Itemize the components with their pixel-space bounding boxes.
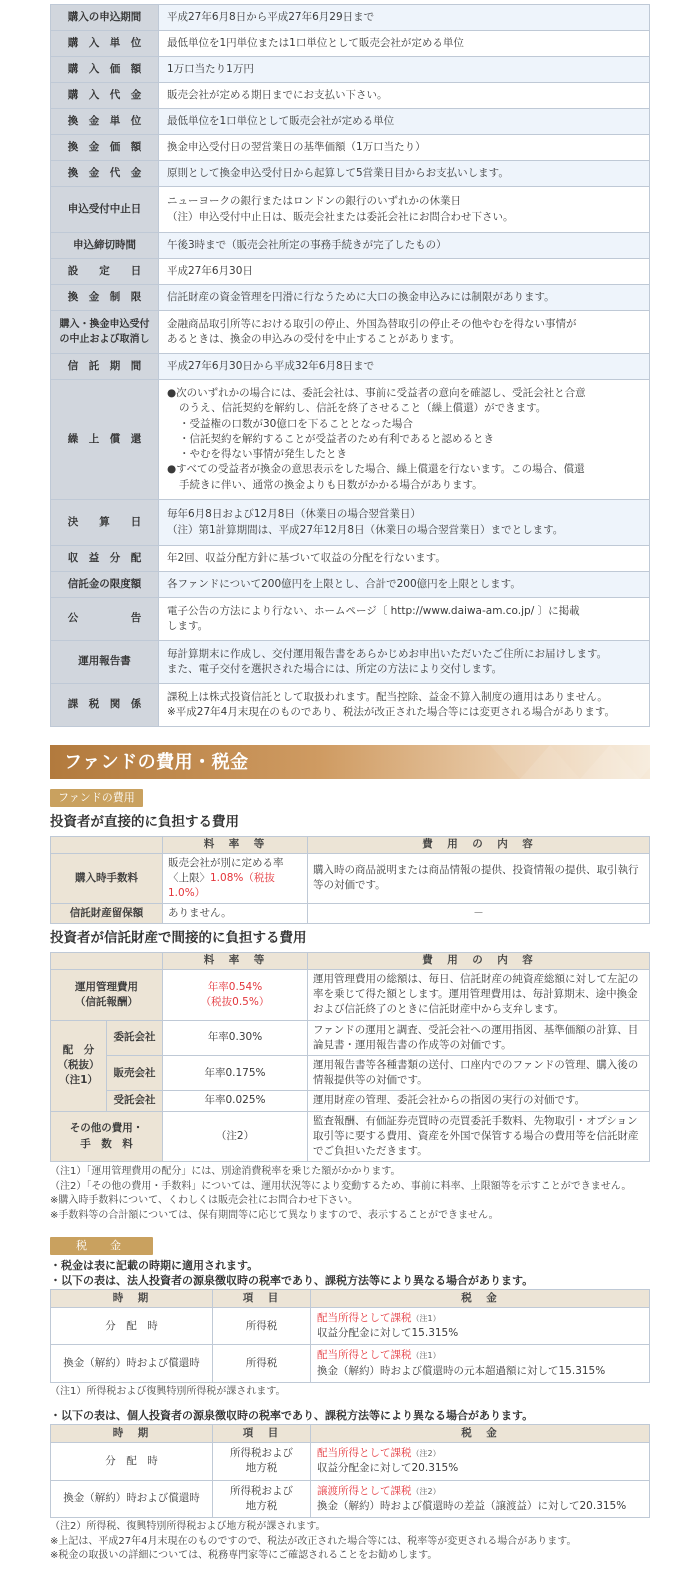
table-row [51,1091,650,1111]
spec-line: 平成27年6月30日 [167,264,253,277]
bullet-line: ・以下の表は、法人投資者の源泉徴収時の税率であり、課税方法等により異なる場合があります。 [50,1274,534,1288]
tax-line [317,1484,643,1499]
mgmt-fee-content: 運用管理費用の総額は、毎日、信託財産の純資産総額に対して左記の率を乗じて得た額とします。運用管理費用は、毎計算期末、途中換金および信託終了のときに信託財産中から支弁します。 [308,969,650,1020]
tax-type: 譲渡所得として課税 [317,1484,412,1497]
spec-value [159,83,650,109]
indirect-cost-heading: 投資者が信託財産で間接的に負担する費用 [50,930,307,947]
header-content: 費 用 の 内 容 [308,952,650,969]
spec-line: 各ファンドについて200億円を上限とし、合計で200億円を上限とします。 [167,577,521,590]
spec-row [51,57,650,83]
tax-type: 配当所得として課税 [317,1311,412,1324]
spec-key: 申込受付中止日 [51,187,159,233]
spec-row [51,598,650,641]
spec-line: ニューヨークの銀行またはロンドンの銀行のいずれかの休業日 [167,195,461,208]
spec-line: （注）申込受付中止日は、販売会社または委託会社にお問合わせ下さい。 [167,210,514,223]
spec-row [51,380,650,500]
header-item: 項 目 [213,1289,311,1307]
spec-row [51,500,650,546]
rate-line [168,871,302,901]
spec-line: ●次のいずれかの場合には、委託会社は、事前に受益者の意向を確認し、受託会社と合意 [167,387,586,400]
spec-row [51,311,650,354]
spec-line: 年2回、収益分配方針に基づいて収益の分配を行ないます。 [167,551,446,564]
spec-line: 1万口当たり1万円 [167,62,254,75]
bullet-line: ・税金は表に記載の時期に適用されます。 [50,1259,259,1273]
alloc-content: 運用財産の管理、委託会社からの指図の実行の対価です。 [308,1091,650,1111]
table-row [51,1020,650,1055]
table-row [51,853,650,904]
spec-key: 運用報告書 [51,641,159,684]
retention-rate: ありません。 [163,904,308,924]
tax-item: 所得税 [213,1345,311,1382]
tax-notes-2 [50,1520,650,1564]
spec-key: 換 金 代 金 [51,161,159,187]
spec-row [51,546,650,572]
header-time: 時 期 [51,1425,213,1443]
tax-tag: 税 金 [50,1237,153,1255]
tax-rate-line: 収益分配金に対して20.315% [317,1462,459,1475]
page [0,4,700,1564]
bullet-line: ・以下の表は、個人投資者の源泉徴収時の税率であり、課税方法等により異なる場合があります。 [50,1409,534,1423]
header-time: 時 期 [51,1289,213,1307]
spec-key: 換 金 制 限 [51,285,159,311]
tax-detail [311,1345,650,1382]
spec-line: あるときは、換金の申込みの受付を中止することがあります。 [167,333,461,345]
spec-key: 購 入 代 金 [51,83,159,109]
key-line: （信託報酬） [75,995,138,1008]
table-row [51,1111,650,1162]
purchase-fee-key: 購入時手数料 [51,853,163,904]
spec-line: のうえ、信託契約を解約し、信託を終了させること（繰上償還）ができます。 [179,402,547,415]
item-line: 地方税 [245,1462,278,1475]
spec-row [51,572,650,598]
spec-key: 申込締切時間 [51,233,159,259]
spec-row [51,285,650,311]
spec-key: 信託金の限度額 [51,572,159,598]
header-blank [51,836,163,853]
spec-row [51,233,650,259]
item-line: 所得税および [230,1447,293,1460]
key-line: その他の費用・ [69,1122,144,1135]
spec-line: 最低単位を1口単位として販売会社が定める単位 [167,114,395,127]
note-line: ※購入時手数料について、くわしくは販売会社にお問合わせ下さい。 [50,1195,358,1207]
section-banner [50,745,650,779]
tax-time: 換金（解約）時および償還時 [51,1345,213,1382]
tax-rate-line: 収益分配金に対して15.315% [317,1327,459,1340]
table-row [51,969,650,1020]
tax-detail [311,1480,650,1517]
spec-line: 販売会社が定める期日までにお支払い下さい。 [167,88,388,101]
tax-note-ref: （注1） [411,1351,441,1361]
allocation-label [51,1020,107,1111]
spec-line: 毎計算期末に作成し、交付運用報告書をあらかじめお申出いただいたご住所にお届けします。 [167,647,608,660]
other-fee-content: 監査報酬、有価証券売買時の売買委託手数料、先物取引・オプション取引等に要する費用、資産を外国で保管する場合の費用等を信託財産でご負担いただきます。 [308,1111,650,1162]
indirect-cost-table [50,952,650,1162]
header-tax: 税 金 [311,1289,650,1307]
spec-key: 信 託 期 間 [51,354,159,380]
tax-note-ref: （注1） [411,1313,441,1323]
spec-value [159,187,650,233]
spec-line: ・やむを得ない事情が発生したとき [179,448,347,461]
tax-line [317,1446,643,1461]
spec-line: 手続きに伴い、通常の換金よりも日数がかかる場合があります。 [179,478,483,491]
table-row [51,1480,650,1517]
spec-key: 設 定 日 [51,259,159,285]
spec-row [51,187,650,233]
spec-value [159,311,650,354]
spec-line: 信託財産の資金管理を円滑に行なうために大口の換金申込みには制限があります。 [167,290,555,303]
spec-line: 課税上は株式投資信託として取扱われます。配当控除、益金不算入制度の適用はありません。 [167,690,608,703]
spec-line: 毎年6月8日および12月8日（休業日の場合翌営業日） [167,508,421,521]
spec-value [159,5,650,31]
fee-notes [50,1165,650,1223]
spec-row [51,684,650,727]
individual-tax-table [50,1424,650,1518]
tax-detail [311,1443,650,1480]
spec-key: 換 金 価 額 [51,135,159,161]
spec-row [51,259,650,285]
tax-item [213,1480,311,1517]
spec-value [159,572,650,598]
spec-line: ※平成27年4月末現在のものであり、税法が改正された場合等には変更される場合があります。 [167,706,615,718]
alloc-party: 受託会社 [107,1091,163,1111]
spec-line: 原則として換金申込受付日から起算して5営業日目からお支払いします。 [167,166,509,179]
table-row [51,1307,650,1344]
fund-spec-table [50,4,650,727]
spec-key-line: の中止および取消し [59,334,150,345]
spec-value [159,546,650,572]
spec-key: 収 益 分 配 [51,546,159,572]
tax-line [317,1311,643,1326]
rate-line: 販売会社が別に定める率 [168,856,284,869]
key-line: 配 分 [62,1043,95,1056]
key-line: 手 数 料 [80,1137,133,1150]
spec-value [159,380,650,500]
spec-key: 繰 上 償 還 [51,380,159,500]
note-line: （注2）「その他の費用・手数料」については、運用状況等により変動するため、事前に料率、上限額等を示すことができません。 [50,1180,632,1192]
tax-type: 配当所得として課税 [317,1447,412,1460]
header-rate: 料 率 等 [163,836,308,853]
spec-value [159,57,650,83]
spec-row [51,109,650,135]
spec-value [159,684,650,727]
spec-value [159,233,650,259]
spec-value [159,641,650,684]
tax-time: 分 配 時 [51,1307,213,1344]
table-row [51,1056,650,1091]
item-line: 地方税 [245,1499,278,1512]
spec-row [51,641,650,684]
table-row [51,1345,650,1382]
spec-line: 平成27年6月8日から平成27年6月29日まで [167,10,375,23]
alloc-party: 販売会社 [107,1056,163,1091]
spec-value [159,285,650,311]
tax-type: 配当所得として課税 [317,1349,412,1362]
alloc-content: 運用報告書等各種書類の送付、口座内でのファンドの管理、購入後の情報提供等の対価です。 [308,1056,650,1091]
retention-content: － [308,904,650,924]
spec-line: （注）第1計算期間は、平成27年12月8日（休業日の場合翌営業日）までとします。 [167,523,564,536]
alloc-party: 委託会社 [107,1020,163,1055]
spec-value [159,598,650,641]
tax-item: 所得税 [213,1307,311,1344]
alloc-rate: 年率0.30% [163,1020,308,1055]
spec-row [51,31,650,57]
note-line: ※手数料等の合計額については、保有期間等に応じて異なりますので、表示することができません。 [50,1209,499,1221]
tax-note-1: （注1）所得税および復興特別所得税が課されます。 [50,1385,286,1397]
spec-key: 購 入 単 位 [51,31,159,57]
header-blank [51,952,163,969]
section-title: ファンドの費用・税金 [64,752,249,773]
spec-row [51,161,650,187]
spec-line: 電子公告の方法により行ない、ホームページ〔 http://www.daiwa-am.co.jp/ 〕に掲載 [167,604,580,617]
purchase-fee-rate [163,853,308,904]
rate-line: 年率0.54% [207,980,263,993]
spec-value [159,135,650,161]
spec-line: ●すべての受益者が換金の意思表示をした場合、繰上償還を行ないます。この場合、償還 [167,463,585,476]
spec-value [159,31,650,57]
direct-cost-table [50,836,650,925]
table-row [51,904,650,924]
spec-line: ・受益権の口数が30億口を下ることとなった場合 [179,417,413,430]
fees-tag: ファンドの費用 [50,789,143,807]
spec-row [51,354,650,380]
spec-line: 換金申込受付日の翌営業日の基準価額（1万口当たり） [167,140,426,153]
spec-row [51,135,650,161]
spec-line: 金融商品取引所等における取引の停止、外国為替取引の停止その他やむを得ない事情が [167,317,577,330]
tax-time: 分 配 時 [51,1443,213,1480]
note-line: ※上記は、平成27年4月末現在のものですので、税法が改正された場合等には、税率等が変更される場合があります。 [50,1535,577,1547]
spec-key: 購入の申込期間 [51,5,159,31]
key-line: （注1） [59,1074,98,1087]
header-tax: 税 金 [311,1425,650,1443]
tax-item [213,1443,311,1480]
spec-key: 公 告 [51,598,159,641]
spec-row [51,5,650,31]
tax-rate-line: 換金（解約）時および償還時の元本超過額に対して15.315% [317,1364,606,1377]
spec-key: 決 算 日 [51,500,159,546]
other-fee-rate: （注2） [163,1111,308,1162]
spec-value [159,500,650,546]
spec-key: 課 税 関 係 [51,684,159,727]
tax-note-ref: （注2） [411,1486,441,1496]
rate-cap-label: 〈上限〉 [168,871,210,884]
purchase-fee-content: 購入時の商品説明または商品情報の提供、投資情報の提供、取引執行等の対価です。 [308,853,650,904]
header-rate: 料 率 等 [163,952,308,969]
spec-row [51,83,650,109]
rate-cap-value: 1.08%（税抜1.0%） [168,871,275,899]
table-header-row [51,952,650,969]
alloc-rate: 年率0.025% [163,1091,308,1111]
alloc-rate: 年率0.175% [163,1056,308,1091]
other-fee-key [51,1111,163,1162]
tax-note-ref: （注2） [411,1449,441,1459]
spec-value [159,109,650,135]
tax-line [317,1348,643,1363]
direct-cost-heading: 投資者が直接的に負担する費用 [50,813,239,830]
tax-intro [50,1259,650,1289]
note-line: （注1）「運用管理費用の配分」には、別途消費税率を乗じた額がかかります。 [50,1166,401,1178]
retention-key: 信託財産留保額 [51,904,163,924]
key-line: （税抜） [57,1059,100,1072]
alloc-content: ファンドの運用と調査、受託会社への運用指図、基準価額の計算、目論見書・運用報告書の作成等の対価です。 [308,1020,650,1055]
item-line: 所得税および [230,1484,293,1497]
spec-line: また、電子交付を選択された場合には、所定の方法により交付します。 [167,663,503,675]
spec-key: 購 入 価 額 [51,57,159,83]
spec-line: 最低単位を1円単位または1口単位として販売会社が定める単位 [167,36,464,49]
table-row [51,1443,650,1480]
spec-key-line: 購入・換金申込受付 [59,319,150,330]
note-line: （注2）所得税、復興特別所得税および地方税が課されます。 [50,1521,326,1533]
spec-line: 平成27年6月30日から平成32年6月8日まで [167,359,375,372]
table-header-row [51,1425,650,1443]
table-header-row [51,836,650,853]
spec-line: ・信託契約を解約することが受益者のため有利であると認めるとき [179,432,494,445]
spec-value [159,259,650,285]
spec-value [159,354,650,380]
spec-line: します。 [167,620,209,632]
rate-line: （税抜0.5%） [200,995,270,1008]
table-header-row [51,1289,650,1307]
tax-rate-line: 換金（解約）時および償還時の差益（譲渡益）に対して20.315% [317,1499,627,1512]
spec-line: 午後3時まで（販売会社所定の事務手続きが完了したもの） [167,238,447,251]
mgmt-fee-rate [163,969,308,1020]
spec-key: 換 金 単 位 [51,109,159,135]
spec-value [159,161,650,187]
tax-detail [311,1307,650,1344]
mgmt-fee-key [51,969,163,1020]
spec-key [51,311,159,354]
key-line: 運用管理費用 [75,980,138,993]
header-item: 項 目 [213,1425,311,1443]
note-line: ※税金の取扱いの詳細については、税務専門家等にご確認されることをお勧めします。 [50,1550,438,1562]
corporate-tax-table [50,1289,650,1383]
header-content: 費 用 の 内 容 [308,836,650,853]
tax-time: 換金（解約）時および償還時 [51,1480,213,1517]
